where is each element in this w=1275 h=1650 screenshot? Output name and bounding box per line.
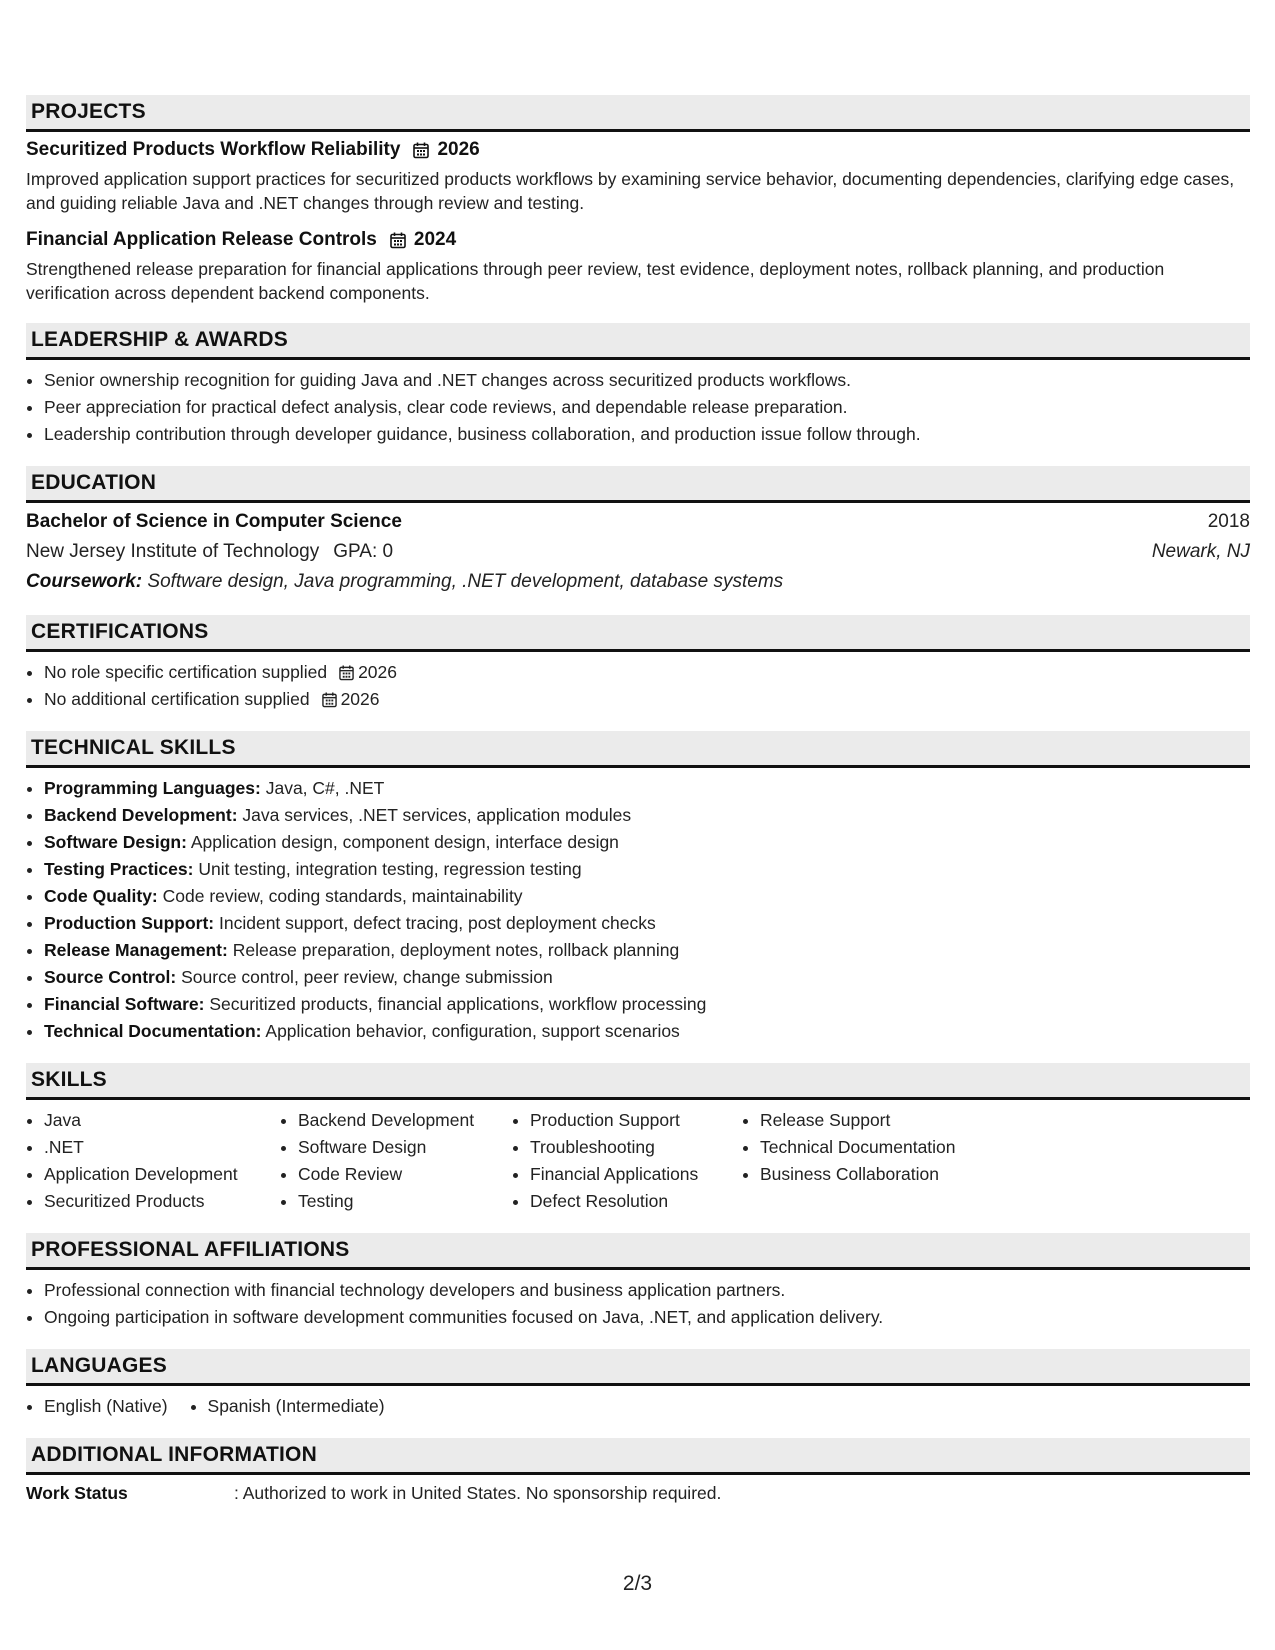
school-location: Newark, NJ xyxy=(1151,541,1250,562)
skill-category: Financial Software: xyxy=(44,994,205,1014)
technical-skills-list xyxy=(26,775,1250,1045)
skill-category: Code Quality: xyxy=(44,886,158,906)
skill-category: Programming Languages: xyxy=(44,778,261,798)
leadership-list xyxy=(26,367,1250,448)
skill-category: Production Support: xyxy=(44,913,215,933)
certification-year: 2026 xyxy=(358,662,397,682)
project-year: 2026 xyxy=(437,139,480,160)
leadership-section xyxy=(26,323,1250,448)
technical-skills-section xyxy=(26,731,1250,1045)
skill-item: • Troubleshooting xyxy=(530,1134,742,1161)
coursework-label: Coursework: xyxy=(26,571,143,592)
skill-category: Backend Development: xyxy=(44,805,238,825)
section-header xyxy=(26,1349,1250,1386)
list-item xyxy=(44,686,1250,713)
calendar-icon xyxy=(339,665,354,681)
skill-category: Release Management: xyxy=(44,940,228,960)
skill-item: • Code Review xyxy=(298,1161,512,1188)
skill-item: • Java xyxy=(44,1107,280,1134)
skills-section xyxy=(26,1063,1250,1215)
skill-values: Unit testing, integration testing, regression testing xyxy=(198,859,582,879)
section-title: CERTIFICATIONS xyxy=(31,620,209,643)
list-item xyxy=(44,964,1250,991)
skills-column xyxy=(280,1107,512,1215)
work-status-label: Work Status xyxy=(26,1483,128,1503)
section-title: SKILLS xyxy=(31,1068,107,1091)
coursework xyxy=(26,567,1250,597)
resume-page xyxy=(26,95,1250,1525)
list-item: • Peer appreciation for practical defect analysis, clear code reviews, and dependable release preparation. xyxy=(44,394,1250,421)
project-header xyxy=(26,229,1250,251)
list-item: • Professional connection with financial technology developers and business application partners. xyxy=(44,1277,1250,1304)
skills-column xyxy=(742,1107,1000,1215)
section-header xyxy=(26,731,1250,768)
skill-values: Source control, peer review, change submission xyxy=(181,967,553,987)
list-item xyxy=(44,883,1250,910)
list-item xyxy=(44,802,1250,829)
list-item: • Senior ownership recognition for guiding Java and .NET changes across securitized products workflows. xyxy=(44,367,1250,394)
section-header xyxy=(26,95,1250,132)
skill-item: • Securitized Products xyxy=(44,1188,280,1215)
coursework-value: Software design, Java programming, .NET development, database systems xyxy=(147,571,784,592)
certifications-section xyxy=(26,615,1250,713)
work-status-value: : Authorized to work in United States. No sponsorship required. xyxy=(234,1483,722,1503)
work-status-row xyxy=(26,1480,1250,1507)
list-item xyxy=(44,659,1250,686)
school: New Jersey Institute of Technology xyxy=(26,541,320,562)
calendar-icon xyxy=(322,692,337,708)
list-item xyxy=(44,991,1250,1018)
section-title: PROJECTS xyxy=(31,100,146,123)
section-title: EDUCATION xyxy=(31,471,157,494)
skill-category: Software Design: xyxy=(44,832,187,852)
school-name xyxy=(26,537,393,567)
skill-item: • Technical Documentation xyxy=(760,1134,1000,1161)
skill-category: Technical Documentation: xyxy=(44,1021,262,1041)
skill-values: Release preparation, deployment notes, rollback planning xyxy=(232,940,680,960)
skill-item: • Backend Development xyxy=(298,1107,512,1134)
skill-item: • Business Collaboration xyxy=(760,1161,1000,1188)
skill-values: Application behavior, configuration, support scenarios xyxy=(265,1021,680,1041)
skills-column xyxy=(512,1107,742,1215)
skill-item: • Financial Applications xyxy=(530,1161,742,1188)
skill-values: Securitized products, financial applications, workflow processing xyxy=(209,994,707,1014)
affiliations-section xyxy=(26,1233,1250,1331)
skill-values: Java, C#, .NET xyxy=(265,778,385,798)
skills-column xyxy=(26,1107,280,1215)
certification-list xyxy=(26,659,1250,713)
affiliations-list xyxy=(26,1277,1250,1331)
skill-item: • Defect Resolution xyxy=(530,1188,742,1215)
skill-item: • Application Development xyxy=(44,1161,280,1188)
list-item xyxy=(44,1018,1250,1045)
section-title: ADDITIONAL INFORMATION xyxy=(31,1443,317,1466)
section-title: TECHNICAL SKILLS xyxy=(31,736,236,759)
project-header xyxy=(26,139,1250,161)
skill-values: Incident support, defect tracing, post deployment checks xyxy=(219,913,656,933)
languages-section xyxy=(26,1349,1250,1420)
list-item: • Leadership contribution through developer guidance, business collaboration, and production issue follow through. xyxy=(44,421,1250,448)
page-number: 2/3 xyxy=(622,1572,653,1595)
skill-values: Application design, component design, interface design xyxy=(190,832,619,852)
skill-values: Java services, .NET services, application modules xyxy=(242,805,632,825)
section-title: PROFESSIONAL AFFILIATIONS xyxy=(31,1238,350,1261)
project-description: Strengthened release preparation for financial applications through peer review, test evidence, deployment notes, rollback planning, and production verification across dependent backend components. xyxy=(26,259,1165,303)
skills-grid xyxy=(26,1107,1250,1215)
section-header xyxy=(26,615,1250,652)
list-item: • Ongoing participation in software development communities focused on Java, .NET, and application delivery. xyxy=(44,1304,1250,1331)
skill-item: • Software Design xyxy=(298,1134,512,1161)
list-item xyxy=(44,937,1250,964)
education-section xyxy=(26,466,1250,597)
skill-item: • Production Support xyxy=(530,1107,742,1134)
skill-item: • Testing xyxy=(298,1188,512,1215)
degree: Bachelor of Science in Computer Science xyxy=(26,511,402,532)
section-header xyxy=(26,1438,1250,1475)
certification-name: • No role specific certification supplied xyxy=(44,662,328,682)
list-item xyxy=(44,775,1250,802)
section-title: LANGUAGES xyxy=(31,1354,167,1377)
skill-category: Testing Practices: xyxy=(44,859,194,879)
list-item xyxy=(44,910,1250,937)
language-item: • Spanish (Intermediate) xyxy=(208,1393,385,1420)
graduation-year: 2018 xyxy=(1207,511,1250,532)
section-title: LEADERSHIP & AWARDS xyxy=(31,328,288,351)
additional-info-section xyxy=(26,1438,1250,1507)
project-title: Securitized Products Workflow Reliability xyxy=(26,139,401,160)
certification-name: • No additional certification supplied xyxy=(44,689,310,709)
project-title: Financial Application Release Controls xyxy=(26,229,377,250)
section-header xyxy=(26,1063,1250,1100)
list-item xyxy=(44,829,1250,856)
section-header xyxy=(26,466,1250,503)
languages-list xyxy=(26,1393,1250,1420)
list-item xyxy=(44,856,1250,883)
skill-category: Source Control: xyxy=(44,967,177,987)
section-header xyxy=(26,323,1250,360)
skill-item: • Release Support xyxy=(760,1107,1000,1134)
certification-year: 2026 xyxy=(340,689,380,709)
gpa: GPA: 0 xyxy=(333,541,394,562)
calendar-icon xyxy=(413,142,429,159)
skill-item: • .NET xyxy=(44,1134,280,1161)
language-item: • English (Native) xyxy=(44,1393,168,1420)
projects-section xyxy=(26,95,1250,305)
skill-values: Code review, coding standards, maintainability xyxy=(162,886,523,906)
project-year: 2024 xyxy=(413,229,457,250)
section-header xyxy=(26,1233,1250,1270)
project-description: Improved application support practices for securitized products workflows by examining service behavior, documenting dependencies, clarifying edge cases, and guiding reliable Java and .NET changes through review and testing. xyxy=(26,169,1235,213)
calendar-icon xyxy=(390,232,406,249)
